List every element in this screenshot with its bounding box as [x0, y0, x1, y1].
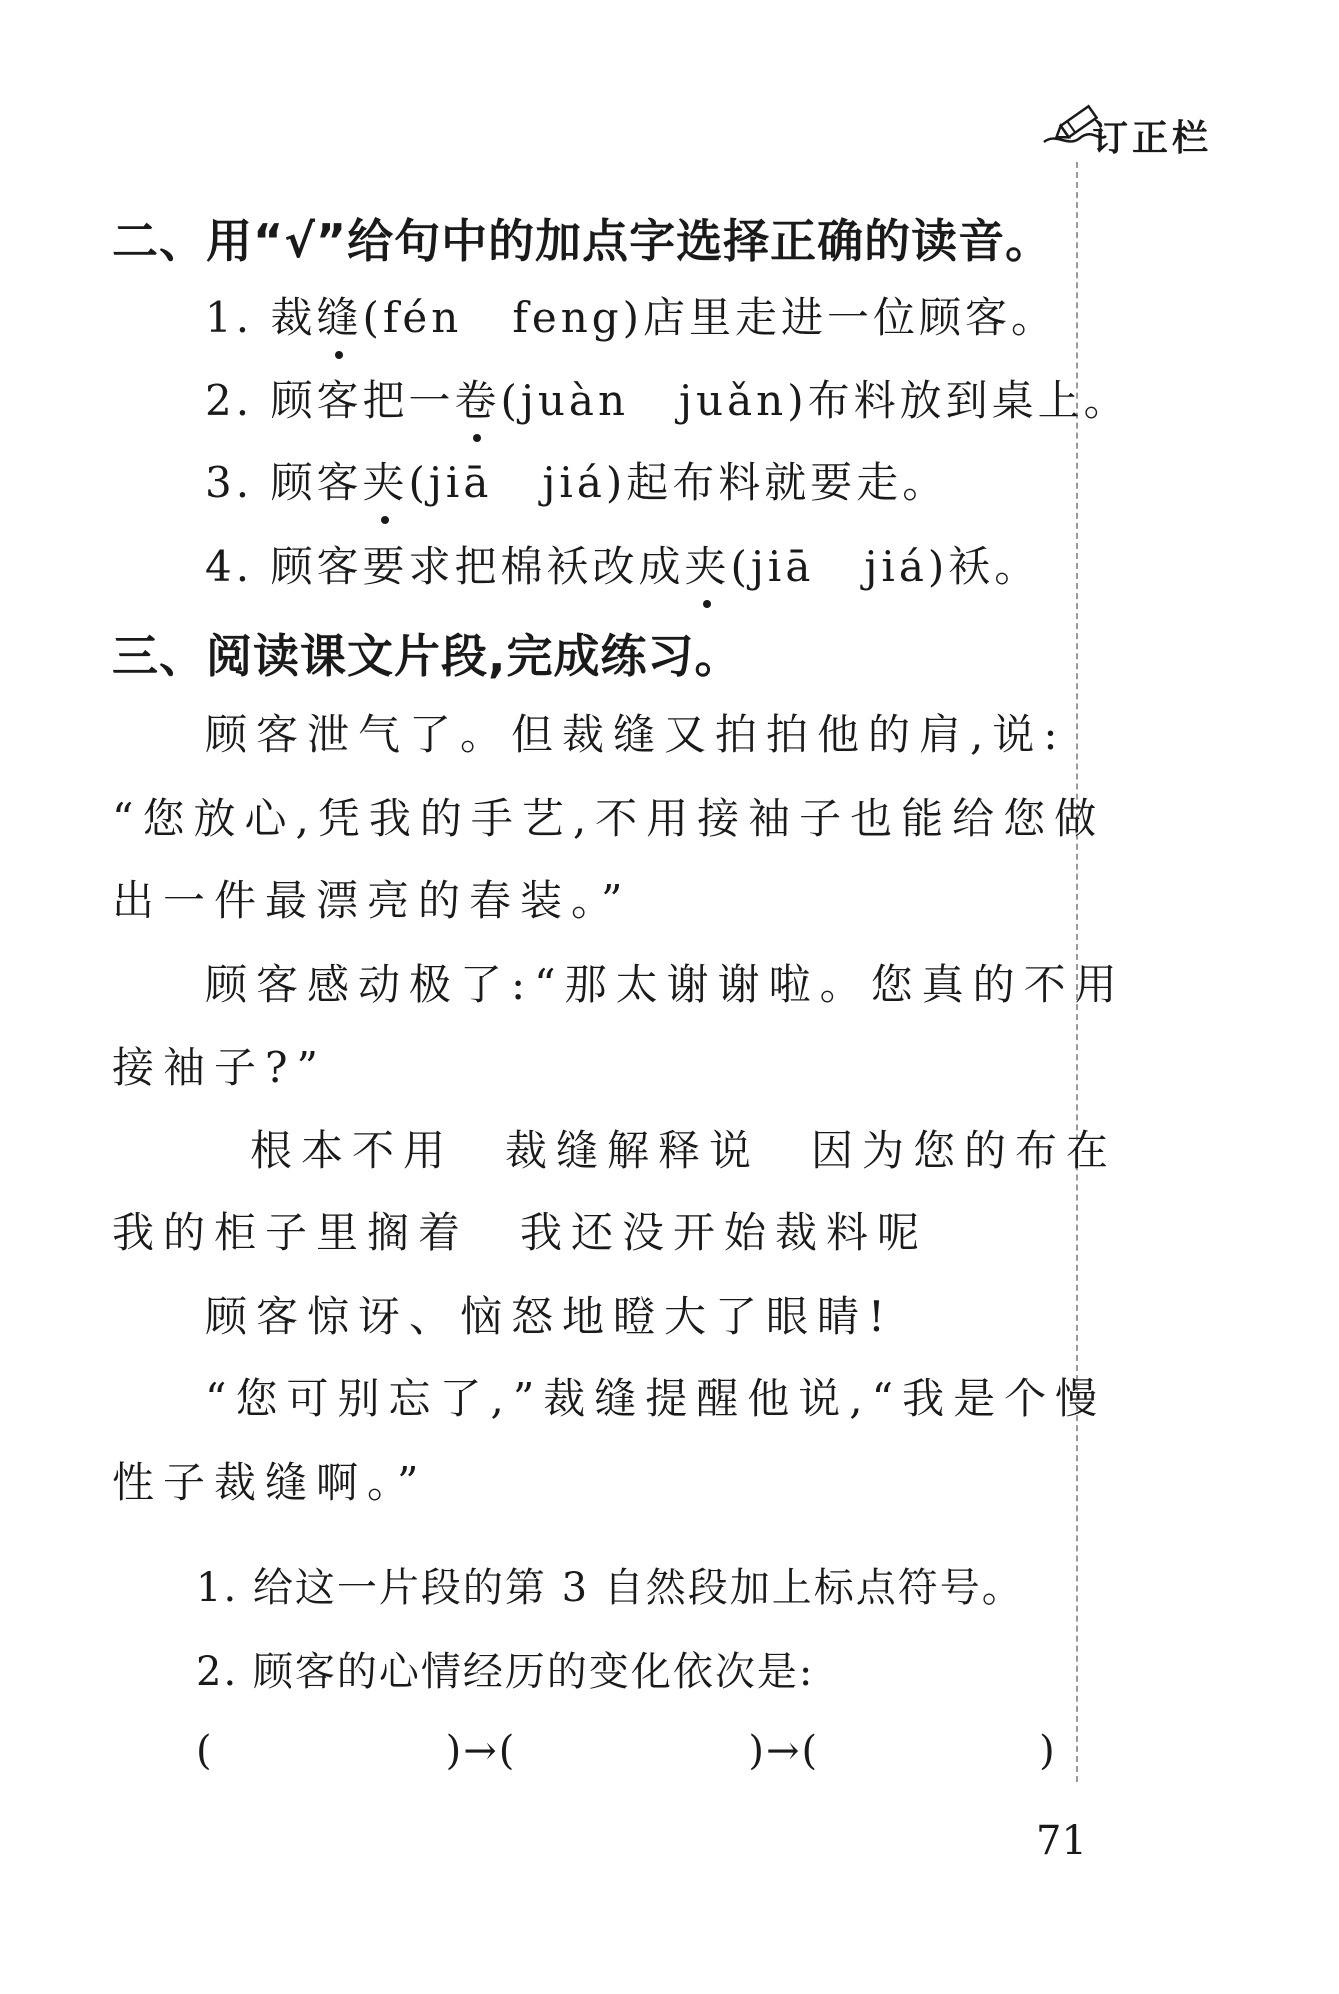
- section-2-heading: 二、用“√”给句中的加点字选择正确的读音。: [112, 214, 1053, 268]
- question-item-4: 4. 顾客要求把棉袄改成夹(jiā jiá)袄。: [205, 534, 1040, 594]
- answer-blanks: ( )→( )→( ): [196, 1728, 1057, 1774]
- passage-line-unpunctuated: 根本不用 裁缝解释说 因为您的布在: [250, 1126, 1118, 1175]
- exercise-question-2: 2. 顾客的心情经历的变化依次是:: [196, 1649, 815, 1695]
- question-item-1: 1. 裁缝(fén feng)店里走进一位顾客。: [205, 285, 1057, 345]
- passage-line: 接袖子?”: [112, 1043, 327, 1092]
- passage-line: 出一件最漂亮的春装。”: [112, 876, 632, 925]
- passage-line: 顾客惊讶、恼怒地瞪大了眼睛!: [205, 1292, 894, 1341]
- passage-line: 性子裁缝啊。”: [112, 1458, 428, 1507]
- exercise-question-1: 1. 给这一片段的第 3 自然段加上标点符号。: [196, 1565, 1024, 1611]
- question-item-3: 3. 顾客夹(jiā jiá)起布料就要走。: [205, 450, 948, 510]
- section-3-heading: 三、阅读课文片段,完成练习。: [112, 629, 742, 683]
- passage-line: “您可别忘了,”裁缝提醒他说,“我是个慢: [205, 1374, 1107, 1423]
- passage-line: “您放心,凭我的手艺,不用接袖子也能给您做: [112, 794, 1106, 843]
- dotted-character: 卷: [454, 368, 500, 428]
- dotted-character: 夹: [684, 534, 730, 594]
- passage-line: 顾客泄气了。但裁缝又拍拍他的肩,说:: [205, 710, 1067, 759]
- passage-line: 顾客感动极了:“那太谢谢啦。您真的不用: [205, 960, 1126, 1009]
- page-number: 71: [1036, 1818, 1087, 1864]
- dotted-character: 夹: [362, 450, 408, 510]
- question-item-2: 2. 顾客把一卷(juàn juǎn)布料放到桌上。: [205, 368, 1130, 428]
- passage-line-unpunctuated: 我的柜子里搁着 我还没开始裁料呢: [112, 1208, 929, 1257]
- correction-column-title: 订正栏: [1092, 118, 1213, 159]
- dotted-character: 缝: [316, 285, 362, 345]
